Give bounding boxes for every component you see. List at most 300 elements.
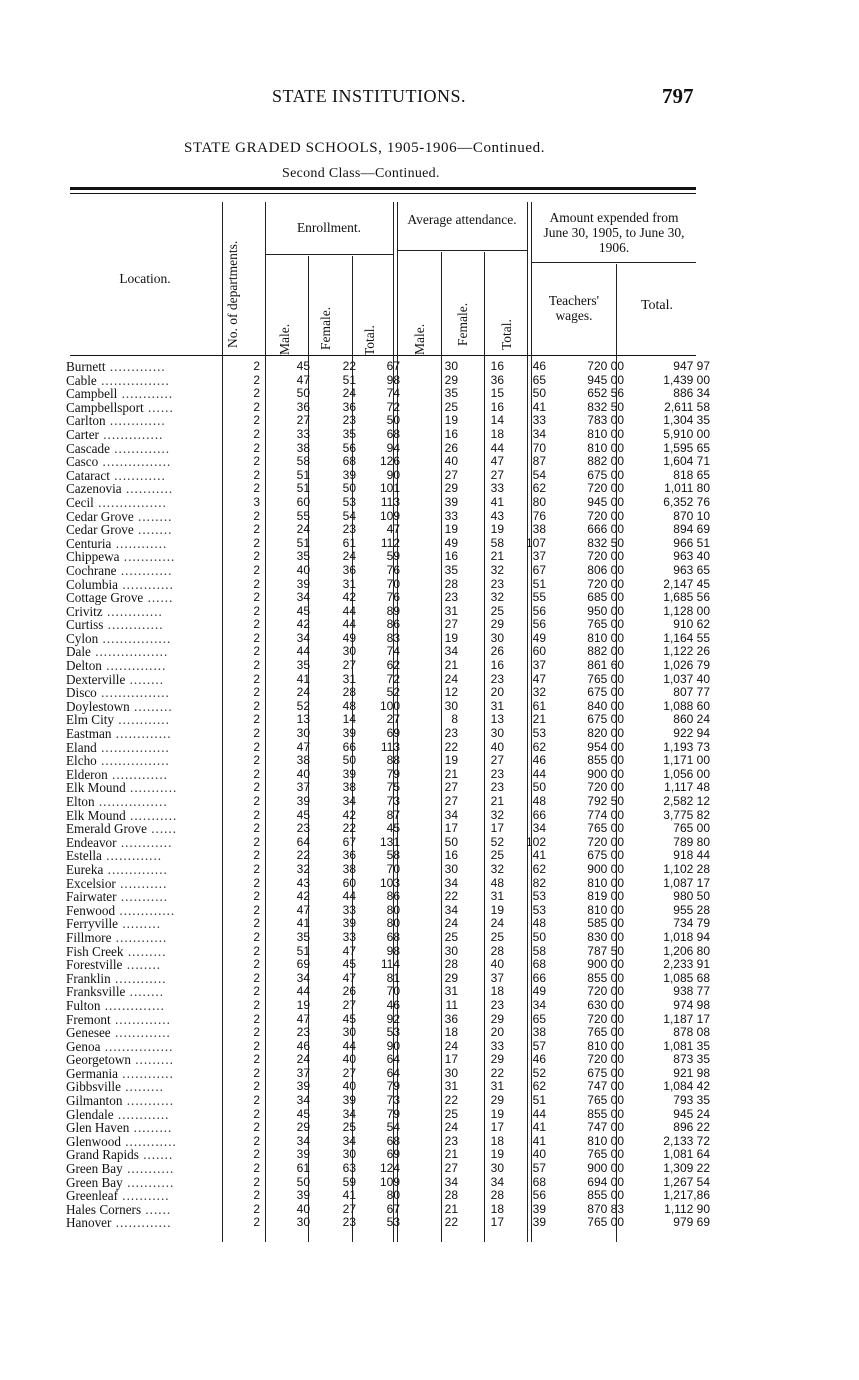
departments-cell: 2 — [253, 685, 260, 700]
wages-cell: 900 00 — [587, 766, 624, 781]
departments-cell: 2 — [253, 1201, 260, 1216]
amount-total-cell: 2,133 72 — [663, 1133, 710, 1148]
enroll-male-cell: 39 — [296, 1147, 310, 1162]
attend-male-cell: 34 — [444, 875, 458, 890]
attend-total-cell: 41 — [532, 1133, 546, 1148]
enroll-male-cell: 50 — [296, 386, 310, 401]
enroll-female-cell: 40 — [342, 1052, 356, 1067]
attend-male-cell: 25 — [444, 1106, 458, 1121]
amount-total-cell: 1,267 54 — [663, 1174, 710, 1189]
attend-male-cell: 19 — [444, 630, 458, 645]
enroll-total-cell: 68 — [386, 426, 400, 441]
enroll-total-cell: 87 — [386, 807, 400, 822]
enroll-male-cell: 47 — [296, 1011, 310, 1026]
wages-cell: 832 50 — [587, 535, 624, 550]
wages-cell: 950 00 — [587, 603, 624, 618]
enroll-male-cell: 35 — [296, 549, 310, 564]
attend-male-cell: 22 — [444, 889, 458, 904]
enroll-female-cell: 47 — [342, 943, 356, 958]
table-title: STATE GRADED SCHOOLS, 1905-1906—Continued. — [184, 140, 546, 156]
enroll-total-cell: 50 — [386, 413, 400, 428]
attend-total-cell: 82 — [532, 875, 546, 890]
enroll-male-cell: 47 — [296, 902, 310, 917]
table-row — [66, 1080, 710, 1094]
location-cell: Dexterville ........ — [66, 671, 164, 687]
table-row — [66, 1148, 710, 1162]
enroll-total-cell: 79 — [386, 1106, 400, 1121]
departments-cell: 2 — [253, 413, 260, 428]
enroll-male-cell: 51 — [296, 467, 310, 482]
departments-cell: 2 — [253, 549, 260, 564]
enroll-male-cell: 40 — [296, 766, 310, 781]
enroll-female-cell: 50 — [342, 753, 356, 768]
attend-female-cell: 25 — [490, 603, 504, 618]
amount-total-cell: 734 79 — [673, 916, 710, 931]
enroll-female-cell: 30 — [342, 644, 356, 659]
header-bottom-rule — [70, 355, 696, 356]
enroll-female-cell: 47 — [342, 970, 356, 985]
enroll-female-cell: 44 — [342, 1038, 356, 1053]
amount-total-cell: 1,304 35 — [663, 413, 710, 428]
attend-male-cell: 21 — [444, 766, 458, 781]
attend-male-cell: 17 — [444, 821, 458, 836]
attend-female-cell: 33 — [490, 481, 504, 496]
location-cell: Cataract ............ — [66, 467, 166, 483]
enroll-male-cell: 29 — [296, 1120, 310, 1135]
departments-heading: No. of departments. — [225, 240, 240, 348]
amount-total-cell: 870 10 — [673, 508, 710, 523]
amount-total-cell: 1,595 65 — [663, 440, 710, 455]
attend-male-cell: 16 — [444, 549, 458, 564]
wages-cell: 787 50 — [587, 943, 624, 958]
table-row — [66, 414, 710, 428]
enroll-female-cell: 33 — [342, 902, 356, 917]
attend-female-cell: 18 — [490, 1133, 504, 1148]
table-row — [66, 618, 710, 632]
departments-cell: 2 — [253, 712, 260, 727]
location-cell: Excelsior ........... — [66, 875, 168, 891]
enroll-total-cell: 67 — [386, 1201, 400, 1216]
enroll-male-cell: 60 — [296, 494, 310, 509]
attend-total-cell: 37 — [532, 658, 546, 673]
departments-cell: 2 — [253, 644, 260, 659]
enroll-total-cell: 79 — [386, 766, 400, 781]
enroll-total-cell: 94 — [386, 440, 400, 455]
enroll-total-cell: 58 — [386, 848, 400, 863]
wages-cell: 900 00 — [587, 861, 624, 876]
attend-female-cell: 17 — [490, 821, 504, 836]
amount-total-cell: 765 00 — [673, 821, 710, 836]
departments-cell: 2 — [253, 929, 260, 944]
enroll-total-cell: 80 — [386, 916, 400, 931]
location-cell: Franksville ........ — [66, 984, 165, 1000]
attendance-rule — [397, 250, 527, 251]
attend-male-cell: 28 — [444, 576, 458, 591]
enroll-male-cell: 19 — [296, 997, 310, 1012]
table-row — [66, 1013, 710, 1027]
attend-total-cell: 65 — [532, 372, 546, 387]
amount-total-cell: 1,206 80 — [663, 943, 710, 958]
wages-cell: 830 00 — [587, 929, 624, 944]
amount-total-cell: 910 62 — [673, 617, 710, 632]
table-row — [66, 863, 710, 877]
wages-cell: 783 00 — [587, 413, 624, 428]
amount-total-cell: 1,112 90 — [664, 1201, 710, 1216]
attend-female-cell: 23 — [490, 576, 504, 591]
enroll-total-cell: 112 — [380, 535, 400, 550]
attend-female-cell: 30 — [490, 630, 504, 645]
amount-total-cell: 896 22 — [673, 1120, 710, 1135]
departments-cell: 2 — [253, 794, 260, 808]
amount-total-cell: 860 24 — [673, 712, 710, 727]
attend-male-cell: 23 — [444, 590, 458, 605]
enroll-total-cell: 89 — [386, 603, 400, 618]
attend-female-cell: 23 — [490, 997, 504, 1012]
enroll-female-cell: 44 — [342, 889, 356, 904]
enroll-female-cell: 61 — [342, 535, 356, 550]
attend-total-cell: 34 — [532, 997, 546, 1012]
attend-female-cell: 30 — [490, 1161, 504, 1176]
enroll-female-cell: 38 — [342, 780, 356, 795]
wages-cell: 810 00 — [587, 1038, 624, 1053]
attend-female-cell: 22 — [490, 1065, 504, 1080]
wages-cell: 855 00 — [587, 753, 624, 768]
enroll-female-cell: 36 — [342, 399, 356, 414]
wages-cell: 765 00 — [587, 671, 624, 686]
enroll-total-cell: 131 — [379, 834, 400, 849]
attend-female-cell: 28 — [490, 1188, 504, 1203]
attend-total-cell: 39 — [532, 1201, 546, 1216]
enroll-male-cell: 24 — [296, 522, 310, 537]
attend-male-cell: 34 — [444, 1174, 458, 1189]
wages-cell: 810 00 — [587, 426, 624, 441]
location-cell: Endeavor ............ — [66, 834, 173, 850]
departments-cell: 2 — [253, 1025, 260, 1040]
departments-cell: 2 — [253, 1133, 260, 1148]
attend-total-cell: 102 — [525, 834, 546, 849]
enroll-total-cell: 76 — [386, 562, 400, 577]
enroll-female-cell: 34 — [342, 794, 356, 808]
wages-cell: 675 00 — [587, 685, 624, 700]
amount-total-cell: 955 28 — [673, 902, 710, 917]
attend-total-cell: 37 — [532, 549, 546, 564]
enroll-male-cell: 38 — [296, 753, 310, 768]
enroll-female-cell: 63 — [342, 1161, 356, 1176]
attend-total-cell: 52 — [532, 1065, 546, 1080]
attend-male-cell: 21 — [444, 658, 458, 673]
table-row — [66, 455, 710, 469]
enroll-female-cell: 25 — [342, 1120, 356, 1135]
enroll-total-cell: 80 — [386, 1188, 400, 1203]
enroll-male-cell: 47 — [296, 739, 310, 754]
attend-female-cell: 18 — [490, 984, 504, 999]
departments-cell: 2 — [253, 957, 260, 972]
enroll-female-cell: 34 — [342, 1133, 356, 1148]
departments-cell: 2 — [253, 1065, 260, 1080]
location-cell: Cascade ............. — [66, 440, 171, 456]
wages-cell: 810 00 — [587, 902, 624, 917]
enroll-male-cell: 42 — [296, 617, 310, 632]
table-row — [66, 537, 710, 551]
table-row — [66, 686, 710, 700]
table-row — [66, 985, 710, 999]
attend-female-cell: 43 — [490, 508, 504, 523]
wages-cell: 652 56 — [587, 386, 624, 401]
enroll-total-cell: 62 — [386, 658, 400, 673]
attend-female-cell: 19 — [490, 1106, 504, 1121]
enroll-female-cell: 35 — [342, 426, 356, 441]
attend-female-cell: 17 — [490, 1120, 504, 1135]
enroll-total-cell: 101 — [379, 481, 400, 496]
departments-cell: 2 — [253, 807, 260, 822]
attend-total-cell: 51 — [532, 576, 546, 591]
table-row — [66, 1189, 710, 1203]
attend-male-cell: 30 — [444, 359, 458, 373]
enroll-female-cell: 23 — [342, 413, 356, 428]
location-cell: Columbia ............ — [66, 576, 174, 592]
amount-total-cell: 1,084 42 — [663, 1079, 710, 1094]
wages-cell: 720 00 — [587, 984, 624, 999]
attend-male-cell: 22 — [444, 1093, 458, 1108]
wages-cell: 900 00 — [587, 1161, 624, 1176]
enroll-total-cell: 86 — [386, 617, 400, 632]
enroll-male-cell: 32 — [296, 861, 310, 876]
attend-male-cell: 35 — [444, 562, 458, 577]
location-cell: Green Bay ........... — [66, 1174, 175, 1190]
table-row — [66, 931, 710, 945]
location-cell: Genoa ................ — [66, 1038, 174, 1054]
attend-female-cell: 24 — [490, 916, 504, 931]
attend-female-cell: 34 — [490, 1174, 504, 1189]
table-row — [66, 1053, 710, 1067]
location-cell: Glenwood ............ — [66, 1133, 177, 1149]
enroll-female-cell: 39 — [342, 916, 356, 931]
location-cell: Hanover ............. — [66, 1215, 172, 1231]
enroll-total-cell: 72 — [386, 399, 400, 414]
wages-cell: 765 00 — [587, 617, 624, 632]
enroll-female-cell: 60 — [342, 875, 356, 890]
departments-cell: 2 — [253, 630, 260, 645]
amount-total-cell: 2,233 91 — [663, 957, 710, 972]
attend-male-cell: 34 — [444, 902, 458, 917]
departments-cell: 2 — [253, 821, 260, 836]
table-row — [66, 401, 710, 415]
wages-cell: 810 00 — [587, 1133, 624, 1148]
departments-cell: 2 — [253, 1093, 260, 1108]
departments-cell: 2 — [253, 1106, 260, 1121]
enroll-female-cell: 66 — [342, 739, 356, 754]
enroll-total-cell: 74 — [386, 644, 400, 659]
attend-female-cell: 31 — [490, 889, 504, 904]
location-cell: Cylon ................ — [66, 630, 172, 646]
wages-cell: 870 83 — [587, 1201, 624, 1216]
enroll-female-cell: 36 — [342, 848, 356, 863]
attend-total-cell: 46 — [532, 1052, 546, 1067]
amount-total-cell: 1,056 00 — [663, 766, 710, 781]
wages-cell: 675 00 — [587, 848, 624, 863]
table-row — [66, 1121, 710, 1135]
attend-total-cell: 50 — [532, 929, 546, 944]
wages-cell: 720 00 — [587, 549, 624, 564]
wages-cell: 855 00 — [587, 1106, 624, 1121]
location-cell: Carlton ............. — [66, 413, 166, 429]
attend-male-cell: 27 — [444, 617, 458, 632]
enroll-male-cell: 37 — [296, 780, 310, 795]
enroll-total-cell: 45 — [386, 821, 400, 836]
enroll-total-cell: 70 — [386, 861, 400, 876]
attend-total-cell: 49 — [532, 630, 546, 645]
enroll-total-cell: 69 — [386, 726, 400, 741]
attend-male-cell: 17 — [444, 1052, 458, 1067]
location-cell: Crivitz ............. — [66, 603, 163, 619]
amount-total-cell: 947 97 — [673, 359, 710, 373]
table-row — [66, 700, 710, 714]
attend-female-cell: 44 — [490, 440, 504, 455]
attend-total-cell: 49 — [532, 984, 546, 999]
wages-cell: 630 00 — [587, 997, 624, 1012]
attend-total-cell: 62 — [532, 1079, 546, 1094]
location-cell: Curtiss ............. — [66, 617, 164, 633]
location-cell: Greenleaf ........... — [66, 1188, 170, 1204]
enroll-female-cell: 41 — [342, 1188, 356, 1203]
enroll-female-cell: 49 — [342, 630, 356, 645]
enroll-total-cell: 46 — [386, 997, 400, 1012]
enroll-male-cell: 46 — [296, 1038, 310, 1053]
location-cell: Fillmore ............ — [66, 929, 168, 945]
amount-total-heading: Total. — [640, 298, 674, 313]
attend-female-cell: 30 — [490, 726, 504, 741]
departments-cell: 2 — [253, 454, 260, 469]
attend-male-cell: 27 — [444, 1161, 458, 1176]
attend-male-cell: 34 — [444, 644, 458, 659]
location-cell: Fenwood ............. — [66, 902, 176, 918]
wages-cell: 832 50 — [587, 399, 624, 414]
enroll-male-cell: 44 — [296, 984, 310, 999]
enroll-total-cell: 70 — [386, 576, 400, 591]
departments-cell: 2 — [253, 522, 260, 537]
attend-female-cell: 40 — [490, 957, 504, 972]
attend-male-cell: 28 — [444, 1188, 458, 1203]
attend-male-cell: 18 — [444, 1025, 458, 1040]
enroll-male-cell: 34 — [296, 590, 310, 605]
departments-cell: 2 — [253, 902, 260, 917]
attend-total-cell: 62 — [532, 481, 546, 496]
attend-male-cell: 30 — [444, 861, 458, 876]
enroll-female-cell: 44 — [342, 617, 356, 632]
enroll-female-cell: 44 — [342, 603, 356, 618]
attend-male-cell: 23 — [444, 726, 458, 741]
attend-total-cell: 62 — [532, 739, 546, 754]
attend-total-cell: 58 — [532, 943, 546, 958]
departments-cell: 2 — [253, 997, 260, 1012]
table-row — [66, 958, 710, 972]
attend-total-cell: 34 — [532, 426, 546, 441]
enroll-female-cell: 51 — [342, 372, 356, 387]
departments-cell: 2 — [253, 1174, 260, 1189]
attend-male-cell: 27 — [444, 467, 458, 482]
amount-total-cell: 963 65 — [673, 562, 710, 577]
attend-female-cell: 21 — [490, 549, 504, 564]
wages-cell: 765 00 — [587, 1025, 624, 1040]
table-row — [66, 1176, 710, 1190]
wages-cell: 720 00 — [587, 508, 624, 523]
amount-total-cell: 1,026 79 — [663, 658, 710, 673]
attend-total-cell: 54 — [532, 467, 546, 482]
attend-female-cell: 25 — [490, 929, 504, 944]
enroll-female-cell: 30 — [342, 1147, 356, 1162]
enroll-total-cell: 74 — [386, 386, 400, 401]
amount-total-cell: 1,011 80 — [664, 481, 710, 496]
location-cell: Georgetown ......... — [66, 1052, 174, 1068]
departments-cell: 2 — [253, 753, 260, 768]
location-cell: Chippewa ............ — [66, 549, 176, 565]
attend-female-cell: 18 — [490, 1201, 504, 1216]
table-row — [66, 768, 710, 782]
enroll-female-cell: 22 — [342, 821, 356, 836]
attend-female-cell: 32 — [490, 562, 504, 577]
attend-female-cell: 29 — [490, 1011, 504, 1026]
table-row — [66, 781, 710, 795]
enroll-male-cell: 34 — [296, 970, 310, 985]
departments-cell: 2 — [253, 1120, 260, 1135]
table-row — [66, 469, 710, 483]
table-row — [66, 1067, 710, 1081]
departments-cell: 2 — [253, 848, 260, 863]
attend-male-cell: 31 — [444, 984, 458, 999]
enroll-total-cell: 92 — [386, 1011, 400, 1026]
table-row — [66, 972, 710, 986]
wages-cell: 820 00 — [587, 726, 624, 741]
enroll-male-cell: 61 — [296, 1161, 310, 1176]
enroll-total-cell: 113 — [380, 494, 400, 509]
enroll-total-cell: 52 — [386, 685, 400, 700]
enroll-total-cell: 83 — [386, 630, 400, 645]
enroll-male-cell: 51 — [296, 481, 310, 496]
attend-total-cell: 53 — [532, 889, 546, 904]
location-cell: Gilmanton ........... — [66, 1093, 174, 1109]
enroll-total-cell: 98 — [386, 372, 400, 387]
attend-total-cell: 60 — [532, 644, 546, 659]
wages-cell: 945 00 — [587, 494, 624, 509]
enroll-total-cell: 113 — [380, 739, 400, 754]
enroll-total-cell: 67 — [386, 359, 400, 373]
wages-cell: 720 00 — [587, 1011, 624, 1026]
table-row — [66, 632, 710, 646]
wages-cell: 855 00 — [587, 1188, 624, 1203]
enroll-male-cell: 39 — [296, 576, 310, 591]
amount-total-cell: 1,685 56 — [663, 590, 710, 605]
wages-cell: 882 00 — [587, 454, 624, 469]
enroll-total-cell: 79 — [386, 1079, 400, 1094]
enroll-total-cell: 124 — [379, 1161, 400, 1176]
attend-male-cell: 19 — [444, 522, 458, 537]
attend-female-cell: 31 — [490, 1079, 504, 1094]
enroll-female-cell: 54 — [342, 508, 356, 523]
enroll-male-cell: 23 — [296, 1025, 310, 1040]
enroll-total-cell: 100 — [379, 698, 400, 713]
departments-cell: 2 — [253, 467, 260, 482]
attend-total-cell: 41 — [532, 399, 546, 414]
table-row — [66, 849, 710, 863]
attend-total-cell: 61 — [532, 698, 546, 713]
enroll-male-cell: 45 — [296, 807, 310, 822]
location-cell: Forestville ........ — [66, 957, 162, 973]
departments-cell: 2 — [253, 726, 260, 741]
enroll-male-cell: 42 — [296, 889, 310, 904]
enroll-male-cell: 45 — [296, 359, 310, 373]
enroll-male-cell: 27 — [296, 413, 310, 428]
attend-male-cell: 25 — [444, 929, 458, 944]
